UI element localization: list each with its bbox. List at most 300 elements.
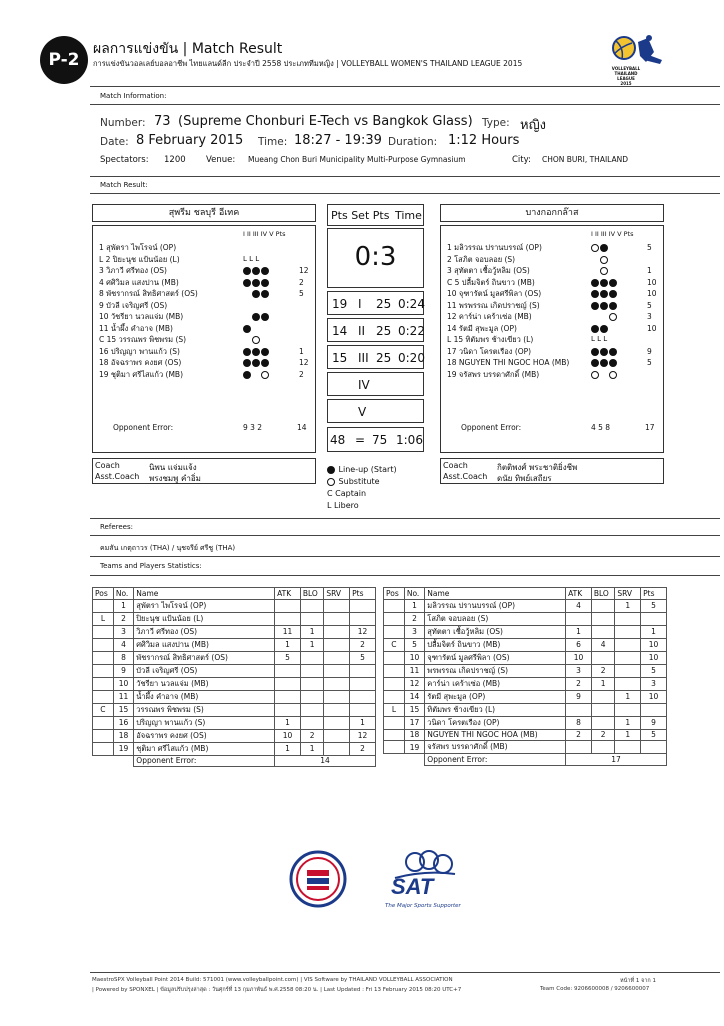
home-stats-cell [324, 612, 350, 625]
final-score: 0:3 [354, 242, 397, 272]
away-stats-cell: 18 [404, 729, 424, 741]
opp-value: 14 [275, 755, 376, 767]
page-badge: P-2 [40, 36, 88, 84]
home-stats-cell: 5 [350, 651, 376, 664]
away-roster-player: L 15 ทิตัมพร ช้างเขียว (L) [447, 335, 534, 344]
away-stats-cell [615, 612, 641, 625]
table-row [384, 612, 667, 625]
lineup-dot-icon [261, 290, 269, 298]
divider [90, 972, 720, 973]
away-roster-pts: 10 [647, 277, 657, 287]
home-roster-marks [243, 334, 261, 345]
away-stats-cell: 10 [641, 638, 667, 651]
home-coaches [92, 458, 316, 484]
away-opp-total: 17 [645, 423, 655, 432]
hdr-set: Set [351, 209, 370, 222]
lineup-dot-icon [252, 290, 260, 298]
away-stats-cell: 9 [641, 716, 667, 729]
home-stats-cell: 1 [300, 742, 323, 755]
away-stats-cell: จุฑารัตน์ มูลศรีพิลา (OS) [425, 651, 566, 664]
divider [90, 104, 720, 105]
divider [90, 176, 720, 177]
table-row [384, 599, 667, 612]
home-stats-table [92, 587, 376, 767]
table-row [93, 677, 376, 690]
home-stats-cell [93, 690, 114, 703]
lineup-dot-icon [591, 348, 599, 356]
home-roster-pts: 2 [299, 369, 304, 379]
home-stats-cell: ปิยะนุช แป้นน้อย (L) [134, 612, 275, 625]
away-stats-cell: 2 [591, 664, 614, 677]
stats-header-cell: ATK [275, 588, 301, 600]
away-roster-marks [591, 254, 609, 265]
legend-substitute [327, 476, 397, 488]
away-asst: ดนัย ทิพย์เสถียร [497, 474, 552, 483]
referees-label: Referees: [100, 523, 133, 531]
stats-header-cell: SRV [324, 588, 350, 600]
home-stats-cell [93, 664, 114, 677]
substitute-dot-icon [591, 244, 599, 252]
away-stats-cell: จรัสพร บรรดาศักดิ์ (MB) [425, 741, 566, 754]
home-stats-cell: 1 [113, 599, 133, 612]
home-stats-cell: 12 [350, 625, 376, 638]
substitute-dot-icon [591, 371, 599, 379]
stats-header-cell: ATK [566, 588, 592, 600]
home-stats-cell: 8 [113, 651, 133, 664]
home-stats-cell: 9 [113, 664, 133, 677]
away-coaches [440, 458, 664, 484]
away-coach-label: Coach [443, 461, 468, 470]
away-stats-cell: 3 [641, 677, 667, 690]
home-roster-player: 8 พัชรากรณ์ สิทธิศาสตร์ (OS) [99, 289, 198, 298]
page-subtitle: การแข่งขันวอลเลย์บอลอาชีพ ไทยแลนด์ลีก ประจำปี 2558 ประเภททีมหญิง | VOLLEYBALL WOMEN'S THAILAND LEAGUE 2015 [93, 59, 523, 68]
table-row [384, 741, 667, 754]
home-stats-cell [300, 677, 323, 690]
away-roster-pts: 5 [647, 358, 652, 367]
table-row [384, 729, 667, 741]
table-row [384, 664, 667, 677]
away-stats-cell: 1 [615, 599, 641, 612]
stats-header-row [93, 588, 376, 600]
away-roster-pts: 3 [647, 312, 652, 321]
lineup-dot-icon [243, 359, 251, 367]
home-stats-cell: 3 [113, 625, 133, 638]
away-roster-player: C 5 ปลื้มจิตร์ ถินขาว (MB) [447, 277, 535, 287]
away-roster-marks: L L L [591, 335, 608, 343]
set-row [327, 345, 424, 369]
lineup-dot-icon [609, 348, 617, 356]
stats-header-cell: Pts [350, 588, 376, 600]
table-row [384, 690, 667, 703]
lineup-dot-icon [252, 359, 260, 367]
match-venue-row [100, 155, 720, 169]
away-stats-cell [384, 677, 405, 690]
away-stats-cell: ทิตัมพร ช้างเขียว (L) [425, 703, 566, 716]
away-stats-cell: 5 [641, 729, 667, 741]
home-stats-cell: น้ำผึ้ง คำอาจ (MB) [134, 690, 275, 703]
home-asst-label: Asst.Coach [95, 472, 140, 481]
home-stats-cell [300, 716, 323, 729]
home-roster-player: 18 อัจฉราพร คงยศ (OS) [99, 358, 182, 367]
away-asst-label: Asst.Coach [443, 472, 488, 481]
away-stats-cell: NGUYEN THI NGOC HOA (MB) [425, 729, 566, 741]
league-logo-text-3: 2015 [620, 81, 632, 86]
stats-header-cell: Name [425, 588, 566, 600]
lineup-dot-icon [591, 325, 599, 333]
match-result-label: Match Result: [100, 181, 148, 189]
home-stats-cell: 18 [113, 729, 133, 742]
away-coach: กิตติพงศ์ พระชาติยิ่งชีพ [497, 463, 578, 472]
away-stats-cell [384, 716, 405, 729]
spacer [384, 754, 425, 766]
away-stats-cell [615, 651, 641, 664]
home-roster-player: C 15 วรรณพร พิชพรม (S) [99, 335, 187, 344]
stats-header-cell: BLO [300, 588, 323, 600]
away-stats-cell: 3 [566, 664, 592, 677]
set-set: I [358, 297, 362, 311]
lineup-dot-icon [252, 313, 260, 321]
match-number-row [100, 114, 720, 134]
away-stats-cell [615, 625, 641, 638]
home-stats-cell: 19 [113, 742, 133, 755]
away-stats-cell: 5 [641, 664, 667, 677]
away-roster-marks [591, 288, 618, 299]
away-stats-cell [384, 625, 405, 638]
table-row [93, 612, 376, 625]
match-teams: (Supreme Chonburi E-Tech vs Bangkok Glass) [178, 114, 473, 129]
match-date: 8 February 2015 [136, 133, 244, 148]
away-set-headers: I II III IV V Pts [591, 230, 634, 238]
stats-header-cell: Pos [93, 588, 114, 600]
home-stats-cell: 10 [113, 677, 133, 690]
home-roster-player: 11 น้ำผึ้ง คำอาจ (MB) [99, 323, 173, 333]
home-stats-cell: วิภาวี ศรีทอง (OS) [134, 625, 275, 638]
footer-line-1: MaestroSPX Volleyball Point 2014 Build: 571001 (www.volleyballpoint.com) | VIS Software by THAILAND VOLLEYBALL ASSOCIATION [92, 977, 453, 983]
home-stats-cell [324, 716, 350, 729]
home-stats-cell: ปริญญา พานแก้ว (S) [134, 716, 275, 729]
away-stats-cell: 1 [615, 690, 641, 703]
home-roster-pts: 1 [299, 346, 304, 356]
opponent-error-row [93, 755, 376, 767]
lineup-dot-icon [252, 279, 260, 287]
substitute-dot-icon [600, 267, 608, 275]
away-stats-cell: 3 [404, 625, 424, 638]
home-stats-cell [324, 625, 350, 638]
legend [327, 464, 397, 512]
date-label: Date: [100, 136, 129, 148]
away-stats-cell: 4 [566, 599, 592, 612]
opp-label: Opponent Error: [425, 754, 566, 766]
away-stats-cell: 2 [591, 729, 614, 741]
table-row [93, 651, 376, 664]
away-roster-marks [591, 311, 618, 322]
lineup-dot-icon [261, 313, 269, 321]
total-home: 48 [330, 433, 346, 447]
table-row [384, 716, 667, 729]
home-stats-cell: 1 [275, 716, 301, 729]
home-stats-cell: พัชรากรณ์ สิทธิศาสตร์ (OS) [134, 651, 275, 664]
set-home: 19 [332, 297, 348, 311]
away-roster-marks [591, 242, 609, 253]
home-stats-cell [350, 690, 376, 703]
away-stats-cell: 10 [641, 651, 667, 664]
table-row [93, 625, 376, 638]
away-roster-pts: 5 [647, 300, 652, 310]
home-stats-cell [93, 625, 114, 638]
away-stats-cell [591, 703, 614, 716]
home-stats-cell [300, 612, 323, 625]
home-stats-cell [275, 599, 301, 612]
home-roster-player: L 2 ปิยะนุช แป้นน้อย (L) [99, 254, 180, 264]
away-stats-cell: รัตมี สุพะมูล (OP) [425, 690, 566, 703]
home-coach: นิพน แจ่มแจ้ง [149, 463, 197, 472]
away-stats-cell: 9 [566, 690, 592, 703]
home-roster [92, 225, 316, 453]
set-row [327, 318, 424, 342]
home-stats-cell [275, 664, 301, 677]
away-roster-player: 18 NGUYEN THI NGOC HOA (MB) [447, 358, 570, 367]
table-row [384, 677, 667, 690]
time-label: Time: [258, 136, 288, 148]
home-stats-cell [93, 677, 114, 690]
home-stats-cell [300, 703, 323, 716]
away-stats-cell [591, 716, 614, 729]
away-roster-player: 3 สุทัตตา เชื้อวู้หลิม (OS) [447, 266, 530, 275]
away-stats-cell: 1 [404, 599, 424, 612]
home-stats-cell: 1 [300, 638, 323, 651]
home-stats-cell: สุพัตรา ไพโรจน์ (OP) [134, 599, 275, 612]
lineup-dot-icon [243, 279, 251, 287]
set-time: 0:20 [398, 351, 425, 365]
home-stats-cell [93, 599, 114, 612]
score-center [327, 204, 424, 452]
home-roster-player: 16 ปริญญา พานแก้ว (S) [99, 346, 180, 356]
away-stats-cell: 19 [404, 741, 424, 754]
filled-dot-icon [327, 466, 335, 474]
away-roster-pts: 10 [647, 323, 657, 333]
home-stats-cell [350, 677, 376, 690]
lineup-dot-icon [261, 279, 269, 287]
table-row [93, 664, 376, 677]
table-row [384, 625, 667, 638]
lineup-dot-icon [609, 302, 617, 310]
home-team-name: สุพรีม ชลบุรี อีเทค [92, 204, 316, 222]
away-stats-cell [615, 638, 641, 651]
opp-label: Opponent Error: [134, 755, 275, 767]
league-logo-text-1: VOLLEYBALL [611, 66, 641, 71]
match-time: 18:27 - 19:39 [294, 133, 382, 148]
home-roster-player: 3 วิภาวี ศรีทอง (OS) [99, 266, 167, 275]
home-stats-cell: ศศิวิมล แสงปาน (MB) [134, 638, 275, 651]
home-roster-pts: 5 [299, 289, 304, 298]
away-stats-cell: L [384, 703, 405, 716]
city-label: City: [512, 155, 531, 165]
lineup-dot-icon [591, 279, 599, 287]
away-roster-marks [591, 357, 618, 368]
away-stats-cell: 5 [641, 599, 667, 612]
lineup-dot-icon [252, 348, 260, 356]
home-roster-player: 10 วัชรียา นวลแจ่ม (MB) [99, 312, 184, 321]
lineup-dot-icon [261, 267, 269, 275]
stats-header-cell: Pos [384, 588, 405, 600]
home-stats-cell [350, 599, 376, 612]
legend-captain: C Captain [327, 489, 367, 498]
away-opp-sets: 4 5 8 [591, 423, 611, 432]
away-stats-cell [641, 703, 667, 716]
away-stats-cell: พรพรรณ เกิดปราชญ์ (S) [425, 664, 566, 677]
home-roster-player: 9 บัวลี เจริญศรี (OS) [99, 300, 168, 310]
legend-lineup [327, 464, 397, 476]
divider [90, 575, 720, 576]
home-stats-cell: 2 [350, 638, 376, 651]
set-set: IV [358, 378, 370, 392]
away-roster-pts: 5 [647, 243, 652, 252]
away-roster-marks [591, 369, 618, 380]
away-team-name: บางกอกกล๊าส [440, 204, 664, 222]
home-stats-cell [300, 651, 323, 664]
home-stats-cell: 10 [275, 729, 301, 742]
home-stats-cell: L [93, 612, 114, 625]
table-row [93, 703, 376, 716]
stats-label: Teams and Players Statistics: [100, 562, 202, 570]
away-stats-cell: 8 [566, 716, 592, 729]
home-stats-cell: วรรณพร พิชพรม (S) [134, 703, 275, 716]
home-roster-pts: 12 [299, 358, 309, 367]
hdr-pts-home: Pts [331, 209, 348, 222]
home-stats-cell: 11 [275, 625, 301, 638]
stats-header-cell: No. [404, 588, 424, 600]
divider [90, 535, 720, 536]
away-roster-pts: 10 [647, 289, 657, 298]
away-roster-player: 17 วนิดา โครตเรือง (OP) [447, 346, 532, 356]
total-eq: = [355, 433, 366, 447]
away-stats-cell: 2 [566, 729, 592, 741]
home-roster-marks [243, 277, 270, 288]
home-opp-sets: 9 3 2 [243, 423, 263, 432]
substitute-dot-icon [609, 313, 617, 321]
stats-header-cell: Name [134, 588, 275, 600]
match-duration: 1:12 Hours [448, 133, 520, 148]
sat-text: SAT [391, 874, 434, 899]
stats-header-row [384, 588, 667, 600]
table-row [93, 729, 376, 742]
home-asst: พรงชมพู คำอิ่ม [149, 474, 201, 483]
match-date-row [100, 133, 720, 153]
away-stats-cell: 1 [566, 625, 592, 638]
lineup-dot-icon [600, 279, 608, 287]
referees-names: คมสัน เกตุถาวร (THA) / นุชจรีย์ ศรีชู (THA) [100, 544, 236, 552]
away-stats-cell: 10 [641, 690, 667, 703]
match-number: 73 [154, 114, 171, 129]
away-stats-cell [566, 741, 592, 754]
home-roster-marks [243, 311, 270, 322]
home-stats-cell: 2 [300, 729, 323, 742]
home-stats-cell: 2 [350, 742, 376, 755]
away-stats-cell: 17 [404, 716, 424, 729]
lineup-dot-icon [600, 359, 608, 367]
substitute-dot-icon [252, 336, 260, 344]
away-stats-cell [591, 625, 614, 638]
score-header [331, 209, 389, 222]
away-stats-cell [384, 599, 405, 612]
away-roster-player: 2 โสภิต จอบลอย (S) [447, 254, 516, 264]
home-stats-cell [324, 651, 350, 664]
away-stats-cell [591, 741, 614, 754]
home-roster-player: 19 ชุติมา ศรีไสแก้ว (MB) [99, 369, 184, 379]
lineup-dot-icon [243, 325, 251, 333]
table-row [384, 703, 667, 716]
set-row [327, 291, 424, 315]
home-stats-cell [300, 664, 323, 677]
away-stats-cell: สุทัตตา เชื้อวู้หลิม (OS) [425, 625, 566, 638]
home-stats-cell [300, 690, 323, 703]
home-stats-cell [350, 703, 376, 716]
away-roster-pts: 1 [647, 266, 652, 275]
home-stats-cell [324, 677, 350, 690]
home-coach-label: Coach [95, 461, 120, 470]
legend-libero: L Libero [327, 501, 359, 510]
away-roster-marks [591, 300, 618, 311]
away-stats-cell: 1 [591, 677, 614, 690]
home-roster-marks [243, 288, 270, 299]
number-label: Number: [100, 117, 146, 129]
home-stats-cell [93, 742, 114, 755]
lineup-dot-icon [591, 290, 599, 298]
away-stats-cell [566, 703, 592, 716]
set-away: 25 [376, 351, 392, 365]
home-stats-cell: 12 [350, 729, 376, 742]
away-stats-cell [615, 741, 641, 754]
away-stats-cell [591, 599, 614, 612]
lineup-dot-icon [243, 371, 251, 379]
set-set: V [358, 405, 367, 419]
venue-name: Mueang Chon Buri Municipality Multi-Purpose Gymnasium [248, 155, 466, 164]
table-row [93, 638, 376, 651]
match-type: หญิง [520, 118, 546, 133]
stats-header-cell: No. [113, 588, 133, 600]
away-stats-cell [384, 690, 405, 703]
home-stats-cell [324, 729, 350, 742]
set-row [327, 399, 424, 423]
home-stats-cell: บัวลี เจริญศรี (OS) [134, 664, 275, 677]
opponent-error-row [384, 754, 667, 766]
home-stats-cell: 16 [113, 716, 133, 729]
stats-header-cell: BLO [591, 588, 614, 600]
away-stats-cell [384, 651, 405, 664]
footer-page: หน้าที่ 1 จาก 1 [620, 978, 656, 984]
sat-tagline: The Major Sports Supporter [385, 903, 461, 909]
home-stats-cell [275, 703, 301, 716]
home-stats-cell: 15 [113, 703, 133, 716]
table-row [384, 651, 667, 664]
away-roster-player: 14 รัตมี สุพะมูล (OP) [447, 323, 517, 333]
table-row [93, 690, 376, 703]
home-stats-cell [324, 638, 350, 651]
away-stats-cell: 10 [566, 651, 592, 664]
home-roster-pts: 12 [299, 266, 309, 275]
home-stats-cell: 1 [350, 716, 376, 729]
away-roster-player: 1 มลิวรรณ ปรานบรรณ์ (OP) [447, 243, 542, 252]
substitute-dot-icon [600, 256, 608, 264]
away-stats-cell [384, 612, 405, 625]
home-opp-label: Opponent Error: [113, 423, 174, 432]
home-stats-cell [324, 703, 350, 716]
lineup-dot-icon [600, 348, 608, 356]
home-stats-cell: 2 [113, 612, 133, 625]
away-stats-cell [384, 664, 405, 677]
spectators-count: 1200 [164, 155, 186, 165]
home-stats-cell: 1 [275, 742, 301, 755]
